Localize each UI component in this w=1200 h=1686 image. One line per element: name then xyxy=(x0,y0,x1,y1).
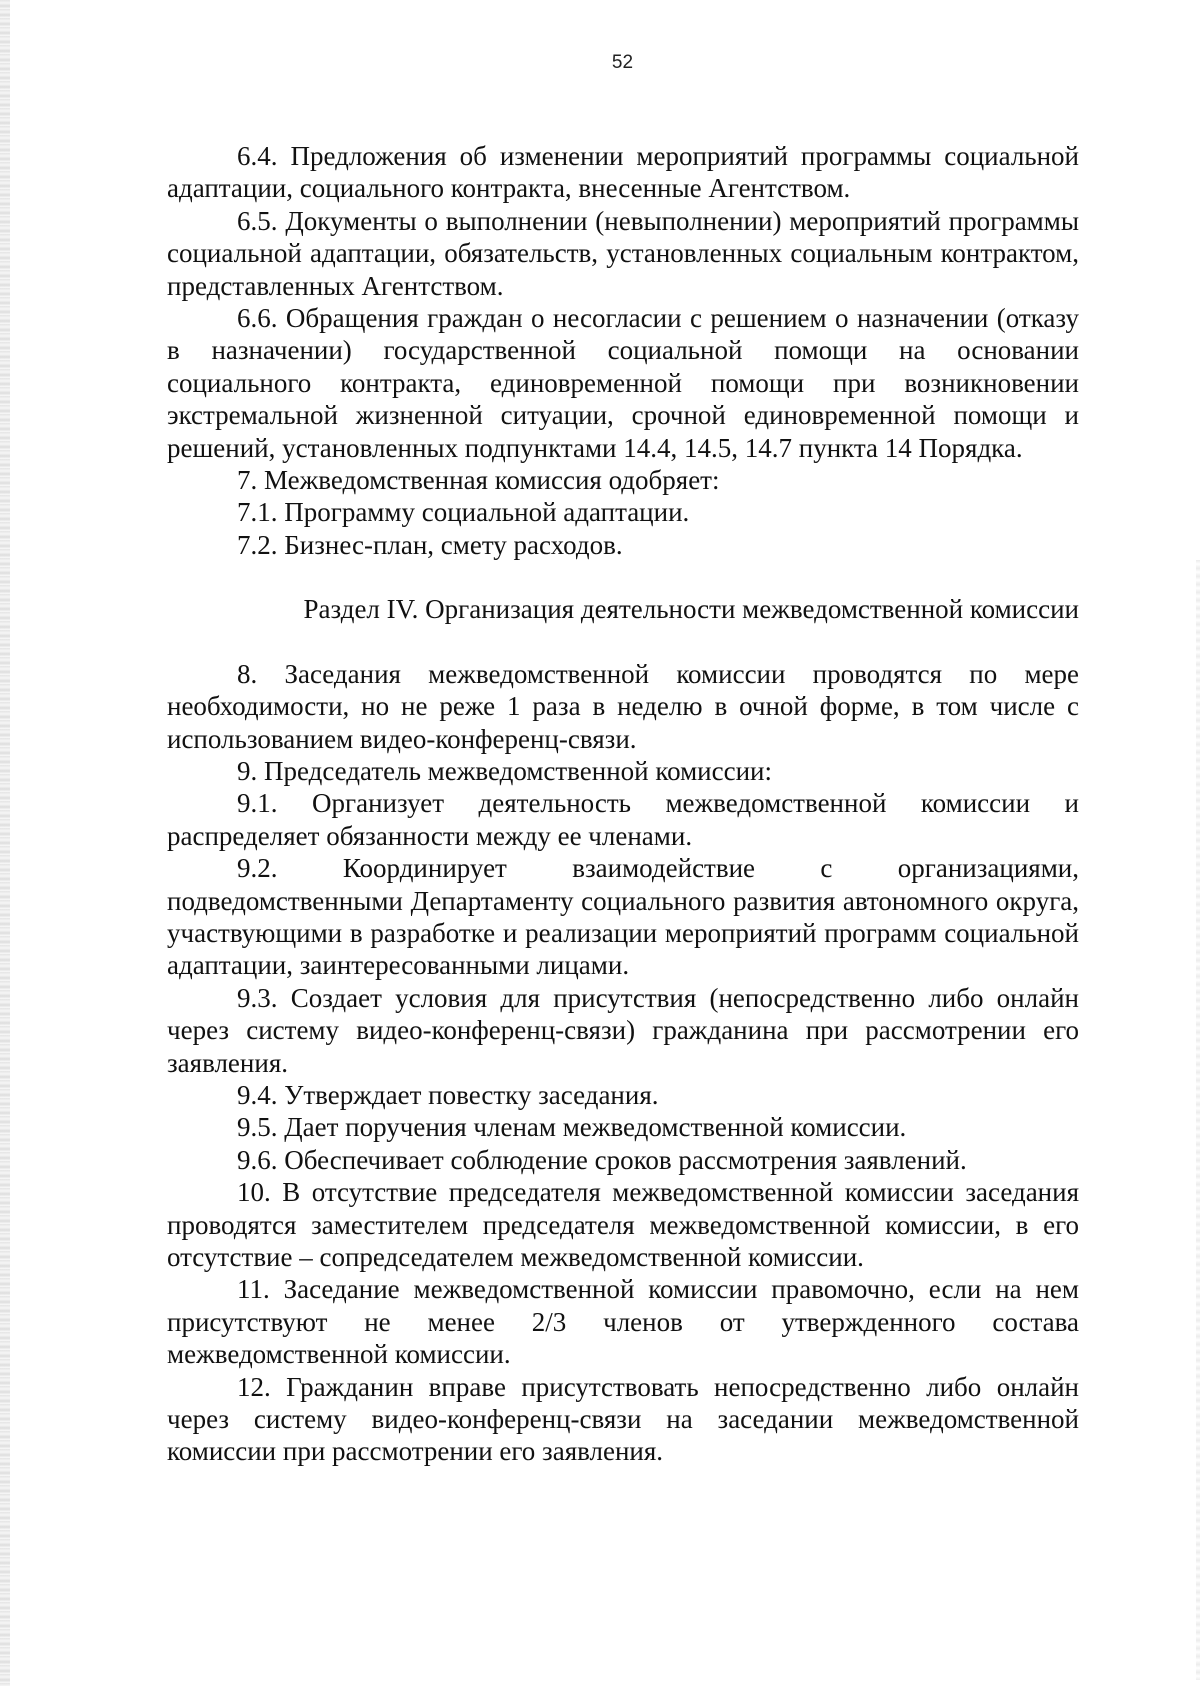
paragraph-9-3: 9.3. Создает условия для присутствия (непосредственно либо онлайн через систему видео-конференц-связи) гражданина при рассмотрении его заявления. xyxy=(167,982,1079,1078)
paragraph-7-2: 7.2. Бизнес-план, смету расходов. xyxy=(237,529,623,560)
paragraph-9: 9. Председатель межведомственной комиссии: xyxy=(237,755,772,786)
paragraph-7: 7. Межведомственная комиссия одобряет: xyxy=(237,465,720,496)
scan-edge-left xyxy=(0,0,10,1686)
paragraph-8: 8. Заседания межведомственной комиссии проводятся по мере необходимости, но не реже 1 раза в неделю в очной форме, в том числе с использованием видео-конференц-связи. xyxy=(167,658,1079,754)
paragraph-9-5: 9.5. Дает поручения членам межведомственной комиссии. xyxy=(237,1112,907,1143)
paragraph-9-6: 9.6. Обеспечивает соблюдение сроков рассмотрения заявлений. xyxy=(237,1144,967,1175)
paragraph-7-1: 7.1. Программу социальной адаптации. xyxy=(237,497,690,528)
document-body xyxy=(167,140,1079,1468)
paragraph-9-4: 9.4. Утверждает повестку заседания. xyxy=(237,1079,659,1110)
page-number: 52 xyxy=(611,52,634,73)
paragraph-11: 11. Заседание межведомственной комиссии правомочно, если на нем присутствуют не менее 2/3 членов от утвержденного состава межведомственной комиссии. xyxy=(167,1274,1079,1370)
paragraph-9-2: 9.2. Координирует взаимодействие с организациями, подведомственными Департаменту социального развития автономного округа, участвующими в разработке и реализации мероприятий программ социальной адаптации, заинтересованными лицами. xyxy=(167,853,1079,981)
paragraph-6-4: 6.4. Предложения об изменении мероприятий программы социальной адаптации, социального контракта, внесенные Агентством. xyxy=(167,141,1079,204)
paragraph-6-6: 6.6. Обращения граждан о несогласии с решением о назначении (отказу в назначении) государственной социальной помощи на основании социального контракта, единовременной помощи при возникновении экстремальной жизненной ситуации, срочной единовременной помощи и решений, установленных подпунктами 14.4, 14.5, 14.7 пункта 14 Порядка. xyxy=(167,303,1079,463)
section-heading: Раздел IV. Организация деятельности межведомственной комиссии xyxy=(303,594,1079,625)
paragraph-9-1: 9.1. Организует деятельность межведомственной комиссии и распределяет обязанности между ее членами. xyxy=(167,788,1079,851)
scan-edge-right xyxy=(1196,560,1200,1680)
paragraph-6-5: 6.5. Документы о выполнении (невыполнении) мероприятий программы социальной адаптации, обязательств, установленных социальным контрактом, представленных Агентством. xyxy=(167,205,1079,301)
paragraph-12: 12. Гражданин вправе присутствовать непосредственно либо онлайн через систему видео-конференц-связи на заседании межведомственной комиссии при рассмотрении его заявления. xyxy=(167,1371,1079,1467)
paragraph-10: 10. В отсутствие председателя межведомственной комиссии заседания проводятся заместителем председателя межведомственной комиссии, в его отсутствие – сопредседателем межведомственной комиссии. xyxy=(167,1177,1079,1272)
